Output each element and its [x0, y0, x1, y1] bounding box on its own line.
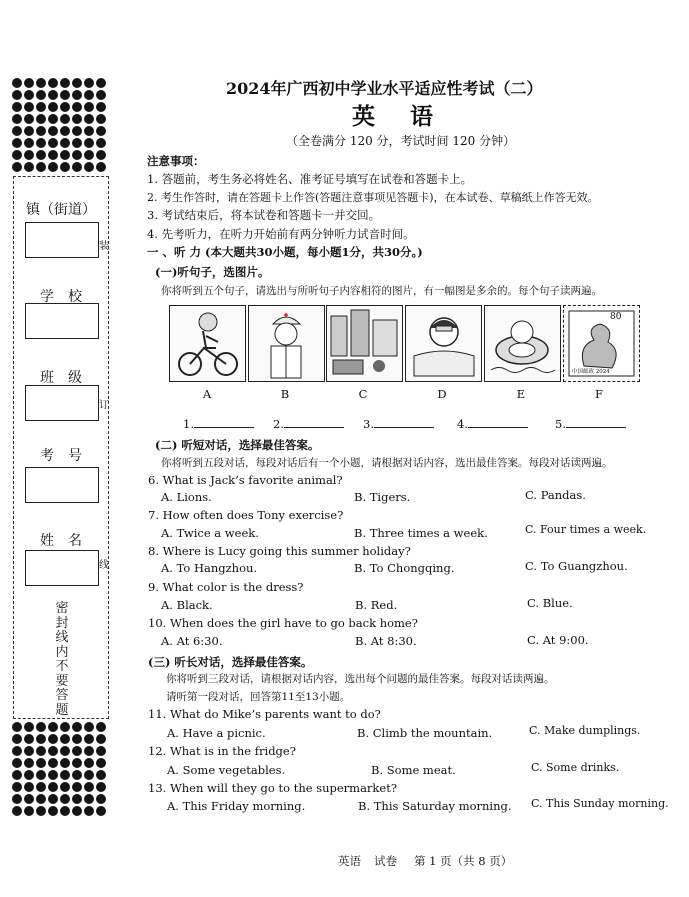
decorative-dot: [12, 90, 22, 100]
decorative-dot: [84, 102, 94, 112]
option-a[interactable]: A. This Friday morning.: [167, 799, 306, 813]
question-11: 11. What do Mike’s parents want to do?: [148, 707, 381, 721]
decorative-dot: [60, 162, 70, 172]
answer-blank-4[interactable]: [457, 416, 528, 431]
decorative-dot: [36, 746, 46, 756]
decorative-dot: [60, 78, 70, 88]
question-10: 10. When does the girl have to go back home?: [148, 616, 418, 630]
option-a[interactable]: A. Black.: [161, 598, 213, 612]
decorative-dot: [12, 102, 22, 112]
decorative-dot: [96, 770, 106, 780]
girl-sick-in-bed-icon: [405, 305, 482, 382]
option-b[interactable]: B. Some meat.: [371, 763, 456, 777]
decorative-dot: [72, 722, 82, 732]
decorative-dot: [72, 162, 82, 172]
decorative-dot: [60, 90, 70, 100]
decorative-dot: [36, 794, 46, 804]
decorative-dot: [60, 782, 70, 792]
decorative-dot: [48, 758, 58, 768]
decorative-dot: [36, 150, 46, 160]
part3-sub-instruction: 请听第一段对话，回答第11至13小题。: [166, 691, 351, 703]
decorative-dot: [84, 114, 94, 124]
decorative-dot: [84, 722, 94, 732]
part1-instruction: 你将听到五个句子，请选出与所听句子内容相符的图片，有一幅图是多余的。每个句子读两遍。: [161, 285, 602, 297]
decorative-dot: [60, 758, 70, 768]
decorative-dot: [96, 138, 106, 148]
option-a[interactable]: A. At 6:30.: [161, 634, 223, 648]
decorative-dot: [36, 758, 46, 768]
decorative-dot: [12, 162, 22, 172]
dot-pattern-bottom: [12, 722, 110, 817]
decorative-dot: [36, 806, 46, 816]
option-b[interactable]: B. This Saturday morning.: [358, 799, 512, 813]
decorative-dot: [72, 138, 82, 148]
decorative-dot: [96, 782, 106, 792]
decorative-dot: [60, 138, 70, 148]
decorative-dot: [96, 746, 106, 756]
dragon-stamp-icon: [563, 305, 640, 382]
decorative-dot: [36, 102, 46, 112]
option-c[interactable]: C. At 9:00.: [527, 633, 589, 647]
option-a[interactable]: A. Some vegetables.: [167, 763, 286, 777]
question-13: 13. When will they go to the supermarket?: [148, 781, 397, 795]
binding-mark-xian: 线: [99, 560, 109, 571]
exam-title: 2024年广西初中学业水平适应性考试（二）: [226, 79, 543, 98]
notes-heading: 注意事项：: [147, 154, 205, 168]
decorative-dot: [84, 794, 94, 804]
note-item: 2. 考生作答时，请在答题卡上作答(答题注意事项见答题卡)，在本试卷、草稿纸上作答无效。: [147, 191, 599, 204]
blank-line: [284, 416, 344, 428]
decorative-dot: [48, 770, 58, 780]
decorative-dot: [96, 806, 106, 816]
decorative-dot: [36, 722, 46, 732]
decorative-dot: [36, 78, 46, 88]
decorative-dot: [72, 806, 82, 816]
decorative-dot: [72, 90, 82, 100]
decorative-dot: [60, 102, 70, 112]
note-item: 1. 答题前，考生务必将姓名、准考证号填写在试卷和答题卡上。: [147, 172, 473, 186]
question-12: 12. What is in the fridge?: [148, 744, 296, 758]
decorative-dot: [36, 782, 46, 792]
question-9: 9. What color is the dress?: [148, 580, 304, 594]
decorative-dot: [72, 114, 82, 124]
decorative-dot: [12, 782, 22, 792]
part3-instruction: 你将听到三段对话，请根据对话内容，选出每个问题的最佳答案。每段对话读两遍。: [166, 673, 555, 685]
decorative-dot: [12, 794, 22, 804]
decorative-dot: [48, 78, 58, 88]
decorative-dot: [12, 138, 22, 148]
busy-street-icon: [326, 305, 403, 382]
part3-heading: (三) 听长对话，选择最佳答案。: [148, 655, 313, 669]
blank-number: 5.: [555, 417, 566, 431]
decorative-dot: [24, 806, 34, 816]
decorative-dot: [84, 746, 94, 756]
footer-kind: 试卷: [374, 854, 397, 868]
decorative-dot: [96, 758, 106, 768]
decorative-dot: [84, 78, 94, 88]
answer-blank-3[interactable]: [363, 416, 434, 431]
decorative-dot: [24, 722, 34, 732]
decorative-dot: [12, 150, 22, 160]
child-swimming-icon: [484, 305, 561, 382]
decorative-dot: [72, 734, 82, 744]
decorative-dot: [36, 126, 46, 136]
field-label-class: 班 级: [40, 370, 82, 386]
decorative-dot: [12, 114, 22, 124]
stamp-text: 中国邮政 2024: [572, 369, 610, 375]
part2-instruction: 你将听到五段对话，每段对话后有一个小题，请根据对话内容，选出最佳答案。每段对话读两遍。: [161, 457, 613, 469]
decorative-dot: [72, 770, 82, 780]
binding-mark-zhuang: 装: [99, 241, 109, 252]
decorative-dot: [60, 722, 70, 732]
girl-riding-bicycle-icon: [169, 305, 246, 382]
dot-pattern-top: [12, 78, 110, 173]
decorative-dot: [84, 770, 94, 780]
blank-number: 2.: [273, 417, 284, 431]
picture-label: B: [280, 387, 290, 401]
decorative-dot: [48, 126, 58, 136]
option-b[interactable]: B. To Chongqing.: [354, 561, 455, 575]
option-c[interactable]: C. This Sunday morning.: [531, 797, 669, 810]
decorative-dot: [60, 734, 70, 744]
decorative-dot: [24, 150, 34, 160]
decorative-dot: [96, 162, 106, 172]
decorative-dot: [24, 138, 34, 148]
decorative-dot: [24, 102, 34, 112]
decorative-dot: [24, 758, 34, 768]
decorative-dot: [24, 734, 34, 744]
decorative-dot: [96, 102, 106, 112]
decorative-dot: [36, 90, 46, 100]
option-c[interactable]: C. To Guangzhou.: [525, 559, 628, 573]
decorative-dot: [84, 806, 94, 816]
decorative-dot: [48, 162, 58, 172]
decorative-dot: [48, 722, 58, 732]
binding-mark-ding: 订: [99, 400, 109, 411]
option-b[interactable]: B. Tigers.: [354, 490, 411, 504]
blank-number: 1.: [183, 417, 194, 431]
decorative-dot: [72, 102, 82, 112]
option-b[interactable]: B. Three times a week.: [354, 526, 488, 540]
decorative-dot: [72, 150, 82, 160]
blank-line: [374, 416, 434, 428]
option-c[interactable]: C. Make dumplings.: [529, 724, 641, 737]
decorative-dot: [84, 138, 94, 148]
decorative-dot: [24, 126, 34, 136]
option-c[interactable]: C. Blue.: [527, 596, 573, 610]
part1-heading: (一)听句子，选图片。: [155, 265, 270, 279]
decorative-dot: [60, 806, 70, 816]
question-7: 7. How often does Tony exercise?: [148, 508, 344, 522]
section-title: 一 、听 力 (本大题共30小题，每小题1分，共30分。): [147, 245, 423, 259]
doctor-icon: [248, 305, 325, 382]
decorative-dot: [36, 138, 46, 148]
field-label-school: 学 校: [40, 289, 82, 305]
option-a[interactable]: A. Lions.: [161, 490, 212, 504]
field-label-name: 姓 名: [40, 533, 82, 549]
decorative-dot: [96, 78, 106, 88]
decorative-dot: [24, 746, 34, 756]
decorative-dot: [84, 150, 94, 160]
field-label-exam-number: 考 号: [40, 448, 82, 464]
decorative-dot: [72, 746, 82, 756]
blank-line: [194, 416, 254, 428]
note-item: 3. 考试结束后，将本试卷和答题卡一并交回。: [147, 208, 381, 222]
decorative-dot: [48, 782, 58, 792]
decorative-dot: [72, 794, 82, 804]
option-c[interactable]: C. Some drinks.: [531, 761, 620, 774]
exam-subtitle: （全卷满分 120 分，考试时间 120 分钟）: [286, 134, 516, 148]
decorative-dot: [60, 770, 70, 780]
decorative-dot: [48, 806, 58, 816]
decorative-dot: [60, 794, 70, 804]
footer-subject: 英语: [338, 854, 361, 868]
blank-number: 3.: [363, 417, 374, 431]
decorative-dot: [60, 150, 70, 160]
decorative-dot: [84, 162, 94, 172]
option-b[interactable]: B. Climb the mountain.: [357, 726, 493, 740]
decorative-dot: [24, 162, 34, 172]
decorative-dot: [60, 746, 70, 756]
exam-number-field[interactable]: [25, 467, 99, 503]
question-6: 6. What is Jack’s favorite animal?: [148, 473, 343, 487]
decorative-dot: [24, 114, 34, 124]
class-field[interactable]: [25, 385, 99, 421]
decorative-dot: [84, 758, 94, 768]
decorative-dot: [48, 114, 58, 124]
decorative-dot: [36, 114, 46, 124]
decorative-dot: [24, 782, 34, 792]
seal-warning: 密封线内不要答题: [55, 601, 69, 718]
decorative-dot: [24, 90, 34, 100]
option-b[interactable]: B. At 8:30.: [355, 634, 417, 648]
decorative-dot: [24, 770, 34, 780]
decorative-dot: [72, 782, 82, 792]
decorative-dot: [12, 126, 22, 136]
option-c[interactable]: C. Four times a week.: [525, 523, 647, 536]
blank-number: 4.: [457, 417, 468, 431]
picture-label: C: [358, 387, 368, 401]
decorative-dot: [84, 782, 94, 792]
option-a[interactable]: A. To Hangzhou.: [161, 561, 258, 575]
decorative-dot: [12, 770, 22, 780]
stamp-value: 80: [610, 312, 622, 322]
picture-label: D: [437, 387, 447, 401]
decorative-dot: [48, 102, 58, 112]
decorative-dot: [48, 150, 58, 160]
option-b[interactable]: B. Red.: [355, 598, 398, 612]
decorative-dot: [48, 138, 58, 148]
field-label-town: 镇（街道）: [26, 202, 96, 218]
blank-line: [566, 416, 626, 428]
picture-label: A: [202, 387, 212, 401]
decorative-dot: [84, 734, 94, 744]
footer-page: 第 1 页（共 8 页）: [414, 854, 513, 868]
decorative-dot: [36, 770, 46, 780]
decorative-dot: [72, 126, 82, 136]
option-a[interactable]: A. Twice a week.: [161, 526, 259, 540]
decorative-dot: [24, 794, 34, 804]
decorative-dot: [48, 734, 58, 744]
decorative-dot: [96, 150, 106, 160]
picture-label: E: [516, 387, 526, 401]
decorative-dot: [48, 90, 58, 100]
answer-blank-1[interactable]: [183, 416, 254, 431]
answer-blank-5[interactable]: [555, 416, 626, 431]
answer-blank-2[interactable]: [273, 416, 344, 431]
decorative-dot: [12, 722, 22, 732]
decorative-dot: [96, 722, 106, 732]
decorative-dot: [96, 114, 106, 124]
decorative-dot: [36, 162, 46, 172]
decorative-dot: [12, 746, 22, 756]
school-field[interactable]: [25, 303, 99, 339]
question-8: 8. Where is Lucy going this summer holiday?: [148, 544, 411, 558]
decorative-dot: [12, 806, 22, 816]
picture-label: F: [595, 387, 603, 401]
decorative-dot: [60, 114, 70, 124]
decorative-dot: [84, 90, 94, 100]
decorative-dot: [96, 90, 106, 100]
part2-heading: (二) 听短对话，选择最佳答案。: [155, 438, 320, 452]
decorative-dot: [96, 126, 106, 136]
decorative-dot: [24, 78, 34, 88]
decorative-dot: [72, 758, 82, 768]
decorative-dot: [48, 794, 58, 804]
town-field[interactable]: [25, 222, 99, 258]
decorative-dot: [60, 126, 70, 136]
subject-title: 英 语: [352, 103, 439, 130]
decorative-dot: [96, 734, 106, 744]
decorative-dot: [84, 126, 94, 136]
option-a[interactable]: A. Have a picnic.: [167, 726, 266, 740]
blank-line: [468, 416, 528, 428]
decorative-dot: [12, 78, 22, 88]
decorative-dot: [12, 758, 22, 768]
decorative-dot: [72, 78, 82, 88]
decorative-dot: [48, 746, 58, 756]
decorative-dot: [12, 734, 22, 744]
decorative-dot: [96, 794, 106, 804]
name-field[interactable]: [25, 550, 99, 586]
option-c[interactable]: C. Pandas.: [525, 488, 586, 502]
decorative-dot: [36, 734, 46, 744]
note-item: 4. 先考听力，在听力开始前有两分钟听力试音时间。: [147, 227, 415, 241]
